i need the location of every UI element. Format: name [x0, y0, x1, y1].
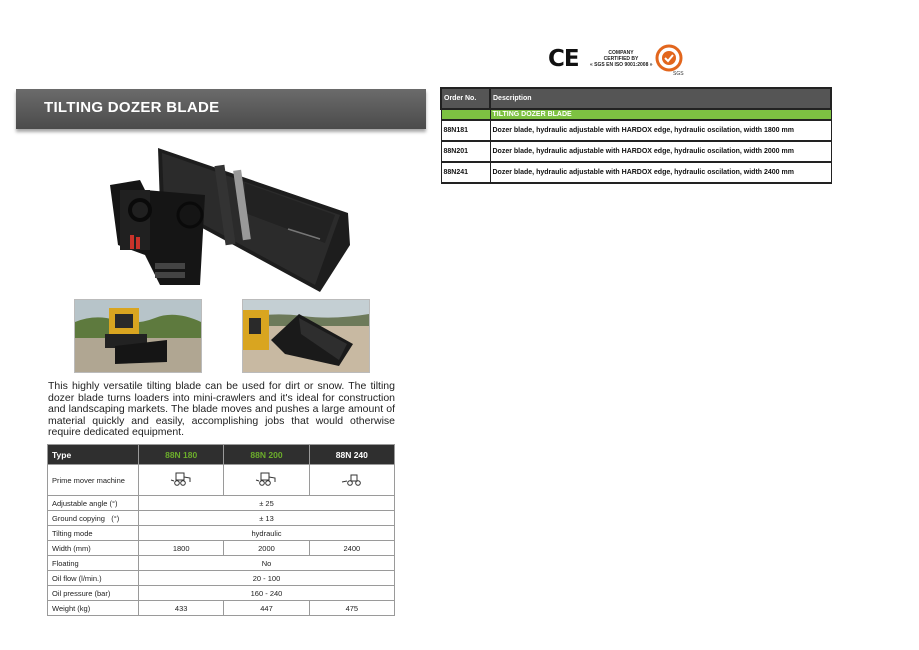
order-header-row	[441, 88, 831, 109]
spec-header-model: 88N 240	[309, 445, 394, 465]
title-banner	[16, 89, 426, 129]
certification-text	[590, 50, 652, 68]
table-row	[441, 162, 831, 183]
page-title: TILTING DOZER BLADE	[44, 99, 220, 116]
table-row	[48, 556, 395, 571]
sgs-label: SGS	[673, 71, 684, 76]
row-value: 20 - 100	[139, 571, 395, 586]
photo-blade-in-use	[242, 299, 370, 373]
cert-line: COMPANY	[608, 50, 634, 56]
row-value: hydraulic	[139, 526, 395, 541]
order-header-number: Order No.	[441, 88, 490, 109]
row-value: 433	[139, 601, 224, 616]
order-header-description: Description	[490, 88, 831, 109]
table-row	[48, 526, 395, 541]
order-code: 88N241	[441, 162, 490, 183]
table-row	[48, 511, 395, 526]
dozer-blade-photo	[100, 145, 352, 295]
row-label: Oil flow (l/min.)	[48, 571, 139, 586]
spec-header-type: Type	[48, 445, 139, 465]
cert-line: CERTIFIED BY	[603, 56, 639, 62]
photo-skid-steer-front	[74, 299, 202, 373]
row-label: Adjustable angle (°)	[48, 496, 139, 511]
specification-table	[47, 444, 395, 616]
table-row	[48, 496, 395, 511]
order-code: 88N201	[441, 141, 490, 162]
order-table	[440, 87, 832, 184]
table-row	[48, 586, 395, 601]
row-value: 2400	[309, 541, 394, 556]
order-description: Dozer blade, hydraulic adjustable with HARDOX edge, hydraulic oscilation, width 2400 mm	[490, 162, 831, 183]
row-label: Prime mover machine	[48, 465, 139, 496]
wheel-loader-icon	[341, 472, 363, 486]
table-row	[48, 571, 395, 586]
category-row	[441, 109, 831, 120]
skid-steer-icon	[255, 472, 277, 486]
row-value: ± 25	[139, 496, 395, 511]
order-code: 88N181	[441, 120, 490, 141]
spec-header-model: 88N 200	[224, 445, 309, 465]
row-label: Tilting mode	[48, 526, 139, 541]
row-value: 2000	[224, 541, 309, 556]
row-value: 1800	[139, 541, 224, 556]
certification-marks	[548, 44, 688, 76]
order-description: Dozer blade, hydraulic adjustable with HARDOX edge, hydraulic oscilation, width 1800 mm	[490, 120, 831, 141]
table-row	[48, 601, 395, 616]
ce-mark: CE	[548, 46, 579, 72]
row-label: Floating	[48, 556, 139, 571]
table-row	[441, 120, 831, 141]
row-value: No	[139, 556, 395, 571]
table-row	[48, 541, 395, 556]
row-value: ± 13	[139, 511, 395, 526]
spec-header-model: 88N 180	[139, 445, 224, 465]
product-description: This highly versatile tilting blade can be used for dirt or snow. The tilting dozer blade turns loaders into mini-crawlers and it's ideal for construction and landscaping markets. The blade moves and pushes a large amount of material quickly and easily, accomplishing jobs that would otherwise require dedicated equipment.	[48, 380, 395, 438]
cert-line: « SGS EN ISO 9001:2008 »	[590, 62, 653, 68]
row-label: Width (mm)	[48, 541, 139, 556]
row-label: Weight (kg)	[48, 601, 139, 616]
row-value: 447	[224, 601, 309, 616]
table-row	[441, 141, 831, 162]
spec-header-row	[48, 445, 395, 465]
row-label: Ground copying (°)	[48, 511, 139, 526]
table-row	[48, 465, 395, 496]
sgs-logo	[653, 44, 687, 76]
row-value: 160 - 240	[139, 586, 395, 601]
order-description: Dozer blade, hydraulic adjustable with HARDOX edge, hydraulic oscilation, width 2000 mm	[490, 141, 831, 162]
row-value: 475	[309, 601, 394, 616]
row-label: Oil pressure (bar)	[48, 586, 139, 601]
skid-steer-icon	[170, 472, 192, 486]
category-label: TILTING DOZER BLADE	[490, 109, 831, 120]
